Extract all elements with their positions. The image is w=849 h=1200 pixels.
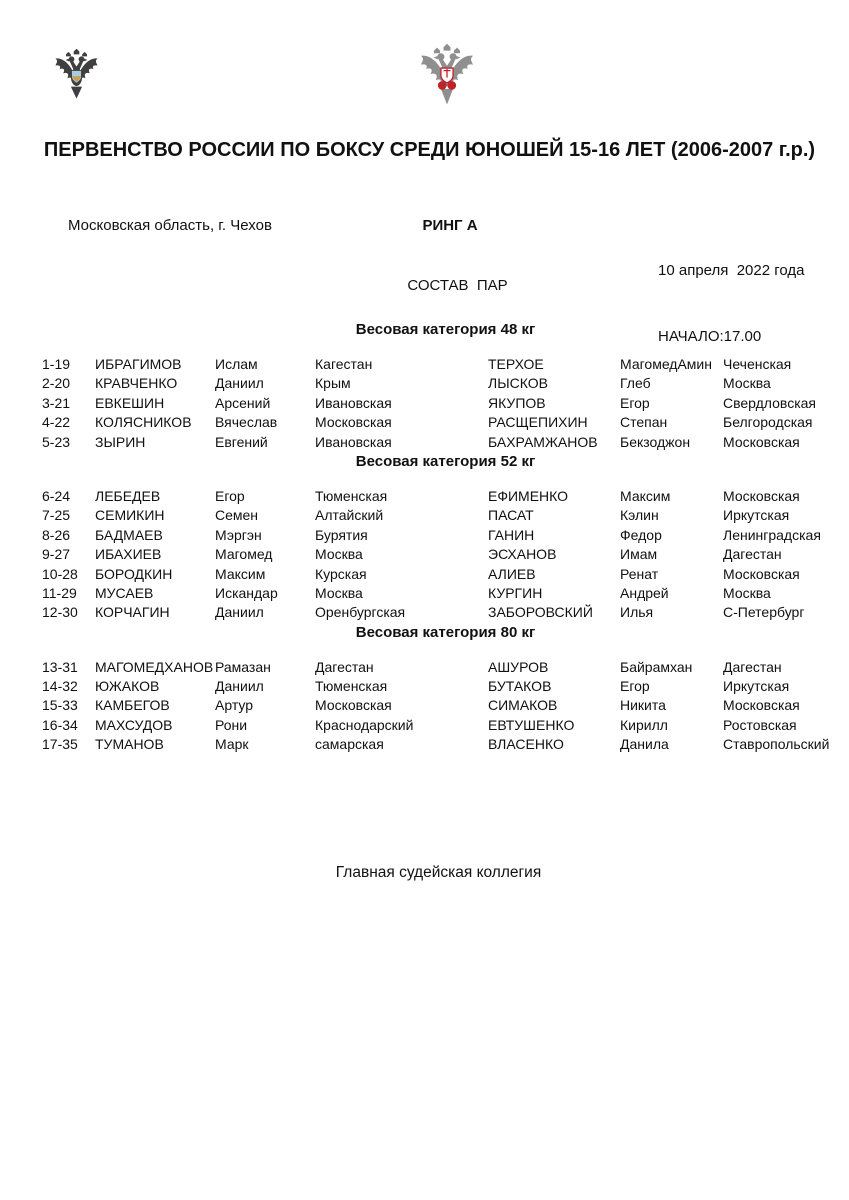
pair-row — [42, 584, 831, 603]
blue-surname: ЕФИМЕНКО — [488, 487, 569, 504]
blue-surname: АЛИЕВ — [488, 565, 536, 582]
blue-firstname: Максим — [620, 487, 671, 504]
pair-row — [42, 355, 831, 374]
boxing-federation-emblem — [419, 42, 475, 108]
double-headed-eagle-icon — [419, 42, 475, 108]
red-region: самарская — [315, 736, 384, 753]
blue-firstname: Ренат — [620, 565, 659, 582]
blue-surname: ЕВТУШЕНКО — [488, 716, 575, 733]
red-firstname: Максим — [215, 565, 266, 582]
pair-row — [42, 506, 831, 525]
blue-region: Московская — [723, 487, 800, 504]
weight-category-heading: Весовая категория 80 кг — [355, 623, 536, 641]
red-region: Бурятия — [315, 526, 368, 543]
red-firstname: Артур — [215, 697, 254, 714]
red-surname: КОРЧАГИН — [95, 604, 170, 621]
blue-region: Московская — [723, 565, 800, 582]
pair-row — [42, 696, 831, 715]
blue-firstname: Кэлин — [620, 507, 659, 524]
red-region: Крым — [315, 375, 351, 392]
blue-firstname: Федор — [620, 526, 662, 543]
red-region: Оренбургская — [315, 604, 406, 621]
blue-region: Ленинградская — [723, 526, 821, 543]
blue-region: Москва — [723, 584, 771, 601]
blue-firstname: Бекзоджон — [620, 433, 691, 450]
red-region: Москва — [315, 584, 363, 601]
red-surname: МАХСУДОВ — [95, 716, 173, 733]
blue-region: Москва — [723, 375, 771, 392]
blue-surname: ЛЫСКОВ — [488, 375, 548, 392]
blue-firstname: Андрей — [620, 584, 669, 601]
section-title: СОСТАВ ПАР — [407, 277, 508, 294]
blue-firstname: Байрамхан — [620, 658, 693, 675]
red-surname: БАДМАЕВ — [95, 526, 163, 543]
pair-row — [42, 565, 831, 584]
blue-surname: ВЛАСЕНКО — [488, 736, 564, 753]
red-surname: ЗЫРИН — [95, 433, 146, 450]
category-rows — [42, 487, 831, 623]
pair-row — [42, 545, 831, 564]
blue-firstname: Никита — [620, 697, 666, 714]
blue-region: Иркутская — [723, 507, 790, 524]
red-region: Ивановская — [315, 433, 392, 450]
blue-region: Белгородская — [723, 414, 813, 431]
double-headed-eagle-icon — [54, 46, 99, 102]
red-region: Дагестан — [315, 658, 374, 675]
red-surname: ИБАХИЕВ — [95, 546, 162, 563]
blue-surname: РАСЩЕПИХИН — [488, 414, 588, 431]
blue-region: Дагестан — [723, 658, 782, 675]
blue-surname: КУРГИН — [488, 584, 543, 601]
tournament-title: ПЕРВЕНСТВО РОССИИ ПО БОКСУ СРЕДИ ЮНОШЕЙ 15-16 ЛЕТ (2006-2007 г.р.) — [43, 139, 816, 161]
blue-surname: БАХРАМЖАНОВ — [488, 433, 598, 450]
blue-region: Ставропольский — [723, 736, 830, 753]
pair-number: 7-25 — [42, 507, 71, 524]
blue-region: Ростовская — [723, 716, 797, 733]
blue-surname: ЭСХАНОВ — [488, 546, 557, 563]
pair-number: 14-32 — [42, 678, 78, 695]
red-firstname: Вячеслав — [215, 414, 278, 431]
blue-surname: ЗАБОРОВСКИЙ — [488, 604, 593, 621]
category-rows — [42, 355, 831, 452]
blue-firstname: Степан — [620, 414, 668, 431]
category-rows — [42, 658, 831, 755]
red-region: Ивановская — [315, 394, 392, 411]
red-region: Тюменская — [315, 678, 388, 695]
blue-surname: ГАНИН — [488, 526, 535, 543]
red-surname: ЕВКЕШИН — [95, 394, 165, 411]
red-region: Московская — [315, 697, 392, 714]
red-region: Москва — [315, 546, 363, 563]
event-date: 10 апреля 2022 года — [658, 262, 805, 279]
pair-row — [42, 658, 831, 677]
ring-label: РИНГ А — [422, 217, 478, 234]
pairs-table — [42, 320, 831, 755]
pair-row — [42, 374, 831, 393]
blue-firstname: Илья — [620, 604, 654, 621]
pair-row — [42, 735, 831, 754]
pair-number: 15-33 — [42, 697, 78, 714]
red-firstname: Рони — [215, 716, 248, 733]
pair-number: 3-21 — [42, 394, 71, 411]
pair-number: 13-31 — [42, 658, 78, 675]
red-firstname: Даниил — [215, 604, 264, 621]
red-surname: КРАВЧЕНКО — [95, 375, 178, 392]
red-firstname: Рамазан — [215, 658, 271, 675]
red-region: Московская — [315, 414, 392, 431]
pair-number: 17-35 — [42, 736, 78, 753]
pair-number: 12-30 — [42, 604, 78, 621]
pair-row — [42, 487, 831, 506]
red-firstname: Семен — [215, 507, 259, 524]
pair-number: 9-27 — [42, 546, 71, 563]
red-region: Курская — [315, 565, 367, 582]
red-surname: ЮЖАКОВ — [95, 678, 160, 695]
blue-region: Чеченская — [723, 356, 792, 372]
pair-number: 16-34 — [42, 716, 78, 733]
weight-category-heading: Весовая категория 52 кг — [355, 452, 536, 470]
blue-surname: ЯКУПОВ — [488, 394, 546, 411]
blue-surname: ПАСАТ — [488, 507, 534, 524]
pair-row — [42, 526, 831, 545]
blue-firstname: МагомедАмин — [620, 356, 712, 372]
red-surname: ЛЕБЕДЕВ — [95, 487, 161, 504]
pair-number: 8-26 — [42, 526, 71, 543]
red-firstname: Марк — [215, 736, 249, 753]
venue-location: Московская область, г. Чехов — [68, 217, 272, 234]
blue-region: С-Петербург — [723, 604, 805, 621]
red-surname: КОЛЯСНИКОВ — [95, 414, 192, 431]
blue-surname: БУТАКОВ — [488, 678, 552, 695]
red-surname: ТУМАНОВ — [95, 736, 164, 753]
red-firstname: Даниил — [215, 375, 264, 392]
pair-number: 5-23 — [42, 433, 71, 450]
footer-judges: Главная судейская коллегия — [335, 864, 542, 881]
pair-row — [42, 677, 831, 696]
pair-row — [42, 603, 831, 622]
blue-firstname: Егор — [620, 394, 650, 411]
pair-row — [42, 716, 831, 735]
pair-number: 2-20 — [42, 375, 71, 392]
red-region: Кагестан — [315, 356, 373, 372]
red-firstname: Егор — [215, 487, 245, 504]
red-region: Алтайский — [315, 507, 384, 524]
red-firstname: Арсений — [215, 394, 271, 411]
ministry-of-sport-emblem — [54, 46, 99, 102]
red-region: Краснодарский — [315, 716, 414, 733]
red-firstname: Магомед — [215, 546, 273, 563]
pair-row — [42, 394, 831, 413]
pair-row — [42, 413, 831, 432]
blue-firstname: Кирилл — [620, 716, 668, 733]
blue-surname: ТЕРХОЕ — [488, 356, 544, 372]
red-surname: МАГОМЕДХАНОВ — [95, 658, 214, 675]
blue-firstname: Имам — [620, 546, 658, 563]
blue-region: Московская — [723, 433, 800, 450]
red-firstname: Искандар — [215, 584, 278, 601]
blue-region: Иркутская — [723, 678, 790, 695]
red-firstname: Даниил — [215, 678, 264, 695]
pair-row — [42, 433, 831, 452]
blue-surname: АШУРОВ — [488, 658, 549, 675]
red-surname: МУСАЕВ — [95, 584, 154, 601]
red-firstname: Евгений — [215, 433, 268, 450]
red-surname: СЕМИКИН — [95, 507, 165, 524]
red-surname: ИБРАГИМОВ — [95, 356, 182, 372]
start-time: НАЧАЛО:17.00 — [658, 328, 762, 345]
blue-region: Свердловская — [723, 394, 817, 411]
pair-number: 10-28 — [42, 565, 78, 582]
red-surname: БОРОДКИН — [95, 565, 173, 582]
blue-surname: СИМАКОВ — [488, 697, 558, 714]
red-firstname: Ислам — [215, 356, 258, 372]
weight-category-heading: Весовая категория 48 кг — [355, 321, 536, 338]
red-firstname: Мэргэн — [215, 526, 262, 543]
blue-region: Московская — [723, 697, 800, 714]
pair-number: 11-29 — [42, 584, 77, 601]
blue-firstname: Егор — [620, 678, 650, 695]
blue-firstname: Данила — [620, 736, 669, 753]
red-region: Тюменская — [315, 487, 388, 504]
pair-number: 6-24 — [42, 487, 71, 504]
red-surname: КАМБЕГОВ — [95, 697, 170, 714]
pair-number: 1-19 — [42, 356, 71, 372]
blue-firstname: Глеб — [620, 375, 651, 392]
pair-number: 4-22 — [42, 414, 71, 431]
blue-region: Дагестан — [723, 546, 782, 563]
